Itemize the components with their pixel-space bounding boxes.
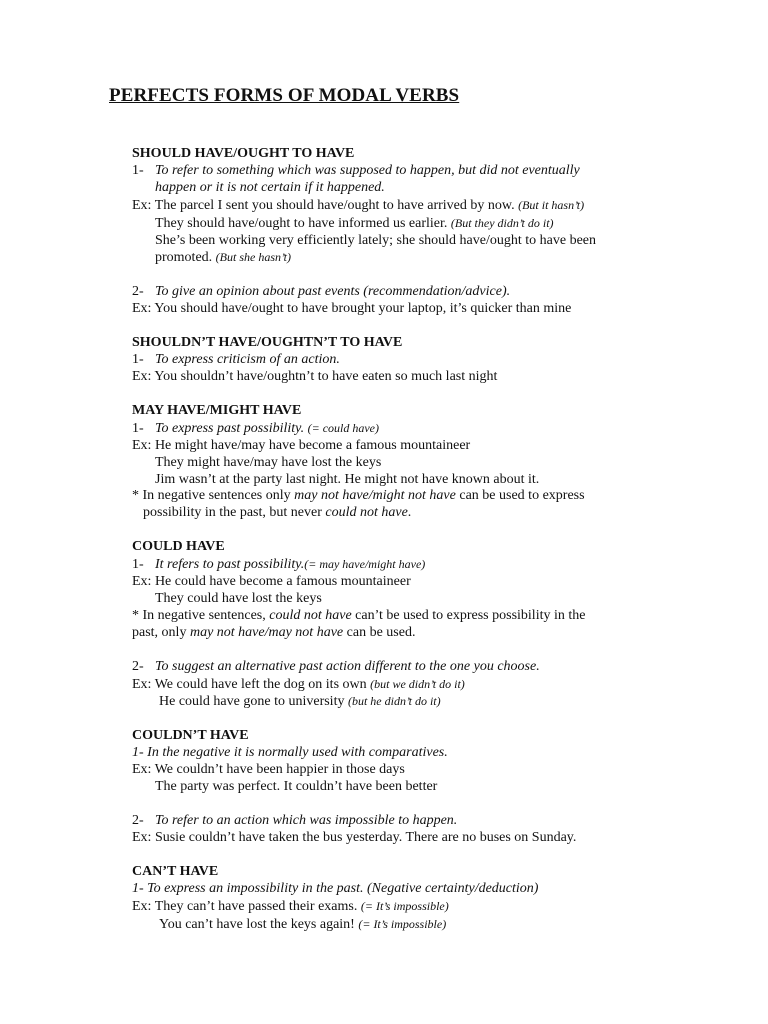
note-emphasis: could not have [269,607,352,623]
note-emphasis: may not have/might not have [294,488,456,504]
example-text: Ex: We could have left the dog on its own [132,676,367,692]
negative-note-continued [132,625,732,642]
point-2 [132,659,732,676]
section-heading: CAN’T HAVE [132,863,219,879]
section-could-have [132,539,732,711]
note-text: * In negative sentences only [132,488,295,504]
example-3: Ex: Susie couldn’t have taken the bus yesterday. There are no buses on Sunday. [132,829,577,845]
note-text: . [407,505,412,521]
example-2: They could have lost the keys [155,590,322,606]
example-note: (but he didn’t do it) [347,694,441,709]
example-note: (= It’s impossible) [358,916,447,931]
example-text: He could have gone to university [159,694,345,710]
section-cant-have [132,864,732,934]
point-number: 2- [132,658,144,674]
point-1 [132,420,732,438]
point-2 [132,284,732,301]
example-text: promoted. [155,250,213,266]
example-text: Ex: They can’t have passed their exams. [132,898,358,914]
section-heading: COULD HAVE [132,539,225,555]
note-text: can be used. [343,624,416,640]
example-3-continued [132,249,732,267]
point-text: To refer to something which was supposed to happen, but did not eventually [155,162,580,178]
note-text: possibility in the past, but never [143,505,326,521]
point-number: 2- [132,813,144,828]
note-emphasis: may not have/may not have [189,624,344,640]
example-1: Ex: You shouldn’t have/oughtn’t to have eaten so much last night [132,368,498,384]
example-text: They should have/ought to have informed us earlier. [155,215,448,231]
example-1: Ex: We couldn’t have been happier in those days [132,762,405,778]
example-3: She’s been working very efficiently lately; she should have/ought to have been [155,232,597,248]
example-4: Ex: You should have/ought to have brought your laptop, it’s quicker than mine [132,301,572,317]
note-emphasis: could not have [325,505,408,521]
section-couldnt-have [132,728,732,846]
example-1: Ex: He could have become a famous mountaineer [132,574,411,590]
section-heading: COULDN’T HAVE [132,728,249,744]
example-3: Jim wasn’t at the party last night. He might not have known about it. [155,471,540,487]
point-text: To express criticism of an action. [155,352,340,368]
point-text: It refers to past possibility. [155,557,305,573]
negative-note [132,488,732,505]
point-text: To refer to an action which was impossible to happen. [155,813,458,828]
example-note: (but we didn’t do it) [370,676,465,691]
point-number: 2- [132,284,144,300]
example-2: The party was perfect. It couldn’t have been better [155,779,438,795]
example-1: Ex: He might have/may have become a famous mountaineer [132,437,471,453]
example-2: They might have/may have lost the keys [155,454,382,470]
point-note: (= may have/might have) [304,557,426,572]
example-text: Ex: The parcel I sent you should have/ought to have arrived by now. [132,197,515,213]
example-2 [132,916,732,934]
example-text: You can’t have lost the keys again! [159,916,355,932]
section-may-have [132,403,732,522]
note-text: * In negative sentences, [132,607,270,623]
point-text-continued: happen or it is not certain if it happened. [155,179,385,195]
example-1 [132,898,732,916]
section-heading: SHOULD HAVE/OUGHT TO HAVE [132,146,355,161]
point-1: 1- To express an impossibility in the past. (Negative certainty/deduction) [132,880,539,896]
example-4 [132,693,732,711]
document-body [132,146,732,950]
example-1 [132,197,732,215]
point-number: 1- [132,162,144,178]
note-text: can be used to express [455,488,585,504]
point-text: To express past possibility. [155,420,305,436]
note-text: past, only [132,624,190,640]
point-1 [132,352,732,369]
point-2 [132,813,732,830]
example-note: (But she hasn’t) [215,250,291,265]
negative-note-continued [132,505,732,522]
section-should-have [132,146,732,318]
point-text: To give an opinion about past events (recommendation/advice). [155,284,511,300]
section-shouldnt-have [132,335,732,386]
point-1: 1- In the negative it is normally used with comparatives. [132,745,448,761]
example-2 [132,215,732,233]
negative-note [132,608,732,625]
section-heading: SHOULDN’T HAVE/OUGHTN’T TO HAVE [132,335,403,351]
page-title: PERFECTS FORMS OF MODAL VERBS [109,85,460,106]
note-text: can’t be used to express possibility in the [351,607,586,623]
example-note: (= It’s impossible) [360,898,449,913]
point-text: To suggest an alternative past action different to the one you choose. [155,658,540,674]
example-note: (But they didn’t do it) [450,215,554,230]
example-3 [132,676,732,694]
point-number: 1- [132,557,144,573]
section-heading: MAY HAVE/MIGHT HAVE [132,402,302,418]
point-1 [132,556,732,574]
point-1 [132,163,732,180]
point-note: (= could have) [307,420,379,435]
point-number: 1- [132,352,144,368]
point-number: 1- [132,420,144,436]
example-note: (But it hasn’t) [518,197,585,212]
